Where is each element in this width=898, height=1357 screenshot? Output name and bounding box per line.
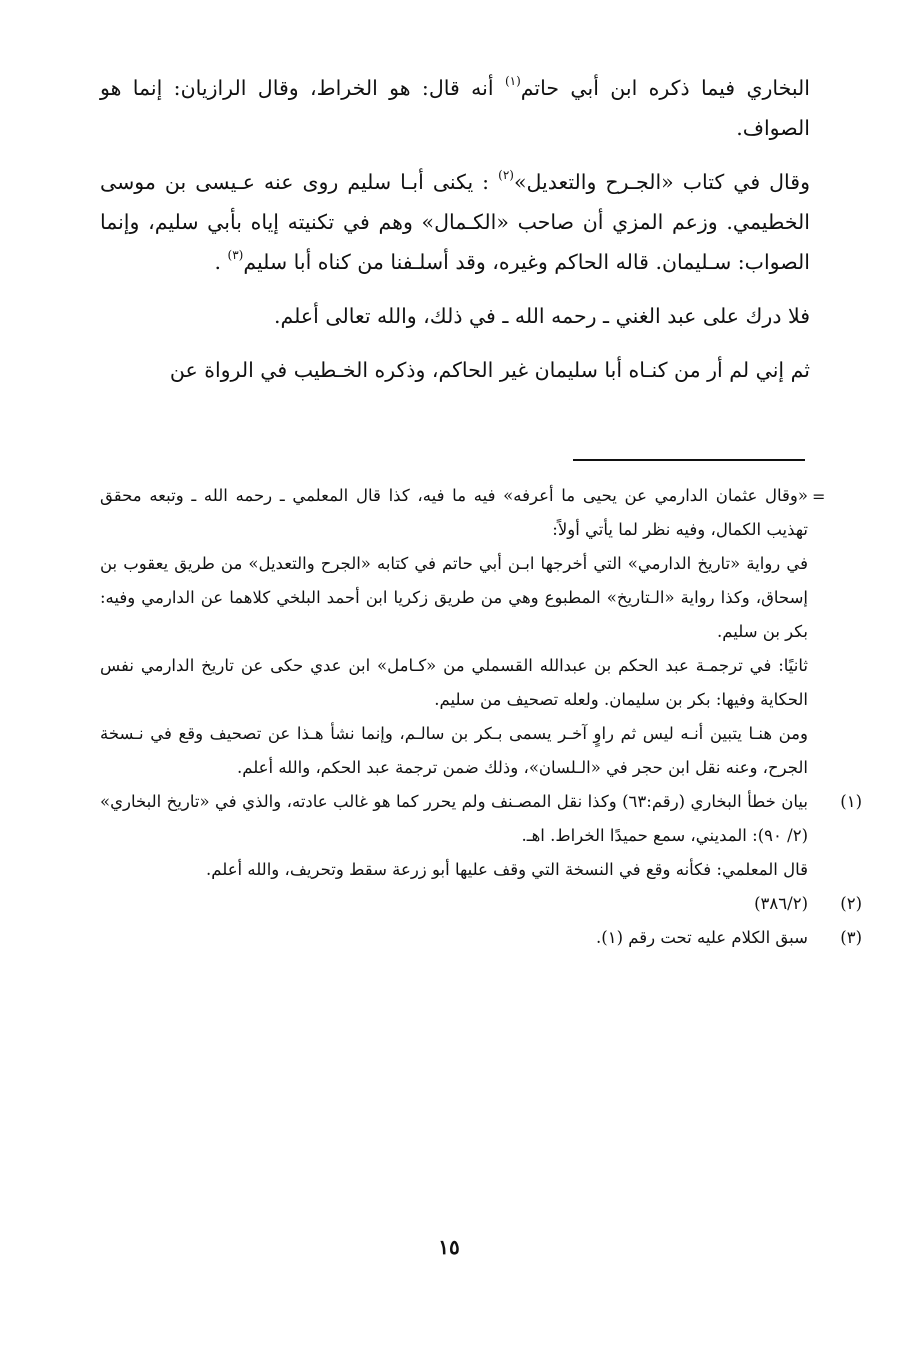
paragraph-3: فلا درك على عبد الغني ـ رحمه الله ـ في ذلك، والله تعالى أعلم.	[273, 304, 810, 328]
continuation-mark: =	[812, 487, 826, 506]
page-number: ١٥	[438, 1235, 460, 1259]
footnote-3-number: (٣)	[840, 928, 862, 947]
footnote-2-number: (٢)	[840, 894, 862, 913]
paragraph-2	[100, 162, 810, 282]
footnote-continuation-4: ومن هنـا يتبين أنـه ليس ثم راوٍ آخـر يسمى بـكر بن سالـم، وإنما نشأ هـذا عن تصحيف وقع في نـسخة الجرح، وعنه نقل ابن حجر في «الـلسان»، وذلك ضمن ترجمة عبد الحكم، والله أعلم.	[100, 724, 808, 777]
footnote-1	[100, 785, 862, 853]
paragraph-4: ثم إني لم أر من كنـاه أبا سليمان غير الحاكم، وذكره الخـطيب في الرواة عن	[169, 358, 810, 382]
main-text	[100, 68, 810, 390]
footnote-1-number: (١)	[840, 792, 862, 811]
footnote-continuation-2: في رواية «تاريخ الدارمي» التي أخرجها ابـن أبي حاتم في كتابه «الجرح والتعديل» من طريق يعقوب بن إسحاق، وكذا رواية «الـتاريخ» المطبوع وهي من طريق زكريا ابن أحمد البلخي كلاهما عن الدارمي وفيه: بكر بن سليم.	[100, 554, 808, 641]
paragraph-1-text: البخاري فيما ذكره ابن أبي حاتم	[520, 76, 810, 100]
footnote-ref-1: (١)	[504, 74, 521, 88]
footnote-1-continuation: قال المعلمي: فكأنه وقع في النسخة التي وقف عليها أبو زرعة سقط وتحريف، والله أعلم.	[206, 860, 808, 879]
paragraph-2-text-b: : يكنى أبـا سليم روى عنه عـيسى بن موسى الخطيمي. وزعم المزي أن صاحب «الكـمال» وهم في تكنيته إياه بأبي سليم، وإنما الصواب: سـليمان. قاله الحاكم وغيره، وقد أسلـفنا من كناه أبا سليم	[100, 170, 810, 274]
footnote-continuation-1: «وقال عثمان الدارمي عن يحيى ما أعرفه» فيه ما فيه، كذا قال المعلمي ـ رحمه الله ـ وتبعه محقق تهذيب الكمال، وفيه نظر لما يأتي أولاً:	[100, 486, 808, 539]
paragraph-2-text-c: .	[214, 250, 228, 274]
paragraph-1	[100, 68, 810, 148]
paragraph-1-text-b: أنه قال: هو الخراط، وقال الرازيان: إنما هو الصواف.	[100, 76, 810, 140]
footnote-2	[100, 887, 862, 921]
footnote-2-text: (٣٨٦/٢)	[754, 894, 808, 913]
footnote-3-text: سبق الكلام عليه تحت رقم (١).	[596, 928, 808, 947]
footnote-continuation-3: ثانيًا: في ترجمـة عبد الحكم بن عبدالله القسملي من «كـامل» ابن عدي حكى عن تاريخ الدارمي نفس الحكاية وفيها: بكر بن سليمان. ولعله تصحيف من سليم.	[100, 656, 808, 709]
footnote-ref-2: (٢)	[498, 168, 514, 182]
paragraph-2-text-a: وقال في كتاب «الجـرح والتعديل»	[513, 170, 811, 194]
footnote-separator	[573, 459, 805, 461]
footnote-3	[100, 921, 862, 955]
footnote-1-text: بيان خطأ البخاري (رقم:٦٣) وكذا نقل المصـنف ولم يحرر كما هو غالب عادته، والذي في «تاريخ البخاري» (٢/ ٩٠): المديني، سمع حميدًا الخراط. اهـ.	[100, 792, 808, 845]
footnotes	[100, 479, 862, 955]
footnote-ref-3: (٣)	[227, 248, 244, 262]
